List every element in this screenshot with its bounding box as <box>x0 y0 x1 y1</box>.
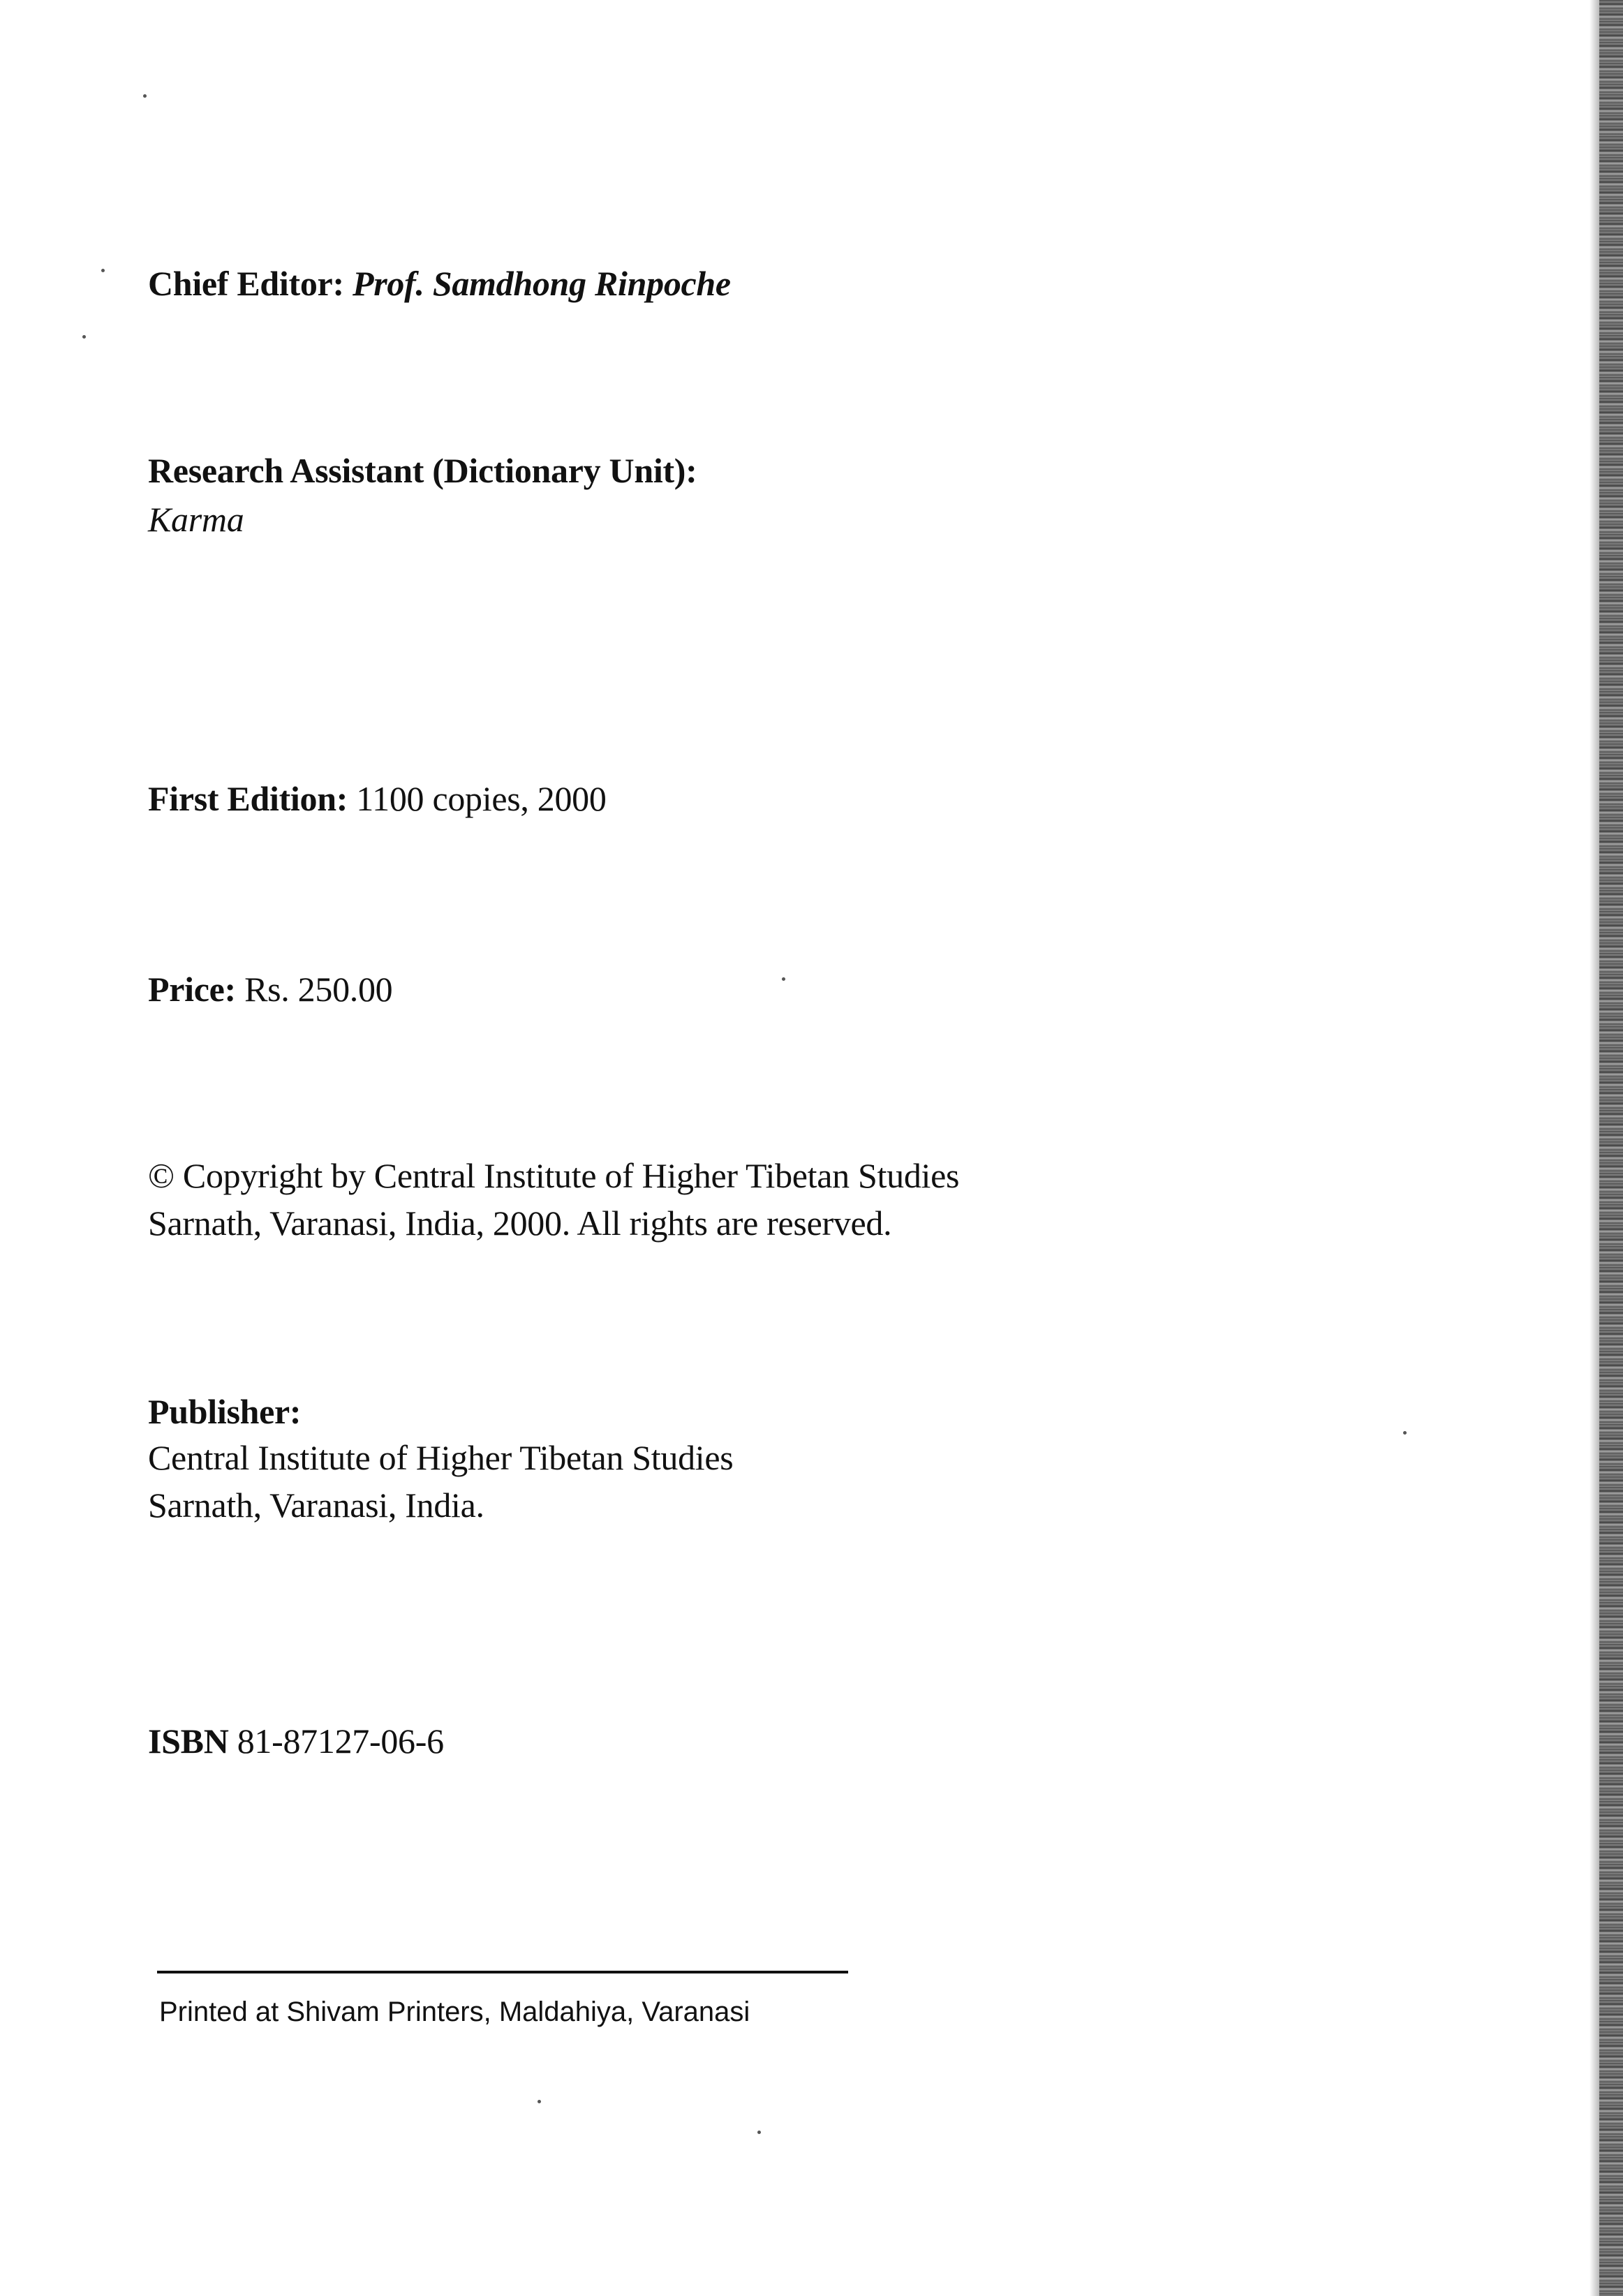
first-edition-label: First Edition: <box>148 779 348 818</box>
scan-speck <box>757 2131 761 2134</box>
isbn-value: 81-87127-06-6 <box>237 1721 444 1761</box>
isbn-label: ISBN <box>148 1721 229 1761</box>
chief-editor-label: Chief Editor: <box>148 264 344 303</box>
scan-speck <box>143 94 147 98</box>
first-edition-line <box>148 775 607 822</box>
scan-speck <box>82 335 86 339</box>
price-label: Price: <box>148 970 236 1009</box>
footer-rule <box>157 1971 848 1973</box>
copyright-line-1: © Copyright by Central Institute of Higher Tibetan Studies <box>148 1156 960 1195</box>
publisher-line-2: Sarnath, Varanasi, India. <box>148 1486 484 1525</box>
research-assistant-name: Karma <box>148 500 244 539</box>
scan-speck <box>538 2100 541 2103</box>
printer-line: Printed at Shivam Printers, Maldahiya, Varanasi <box>159 1997 750 2027</box>
price-value: Rs. 250.00 <box>244 970 393 1009</box>
chief-editor-name: Prof. Samdhong Rinpoche <box>353 264 731 303</box>
scan-speck <box>1403 1431 1407 1435</box>
scan-speck <box>101 269 105 272</box>
publisher-label: Publisher: <box>148 1392 302 1431</box>
publisher-line-1: Central Institute of Higher Tibetan Studies <box>148 1438 734 1477</box>
research-assistant-label: Research Assistant (Dictionary Unit): <box>148 451 697 490</box>
copyright-line-2: Sarnath, Varanasi, India, 2000. All rights are reserved. <box>148 1203 892 1243</box>
binding-edge <box>1599 0 1623 2296</box>
chief-editor-line <box>148 260 731 307</box>
price-line <box>148 965 392 1013</box>
first-edition-value: 1100 copies, 2000 <box>356 779 607 818</box>
scan-speck <box>782 977 785 981</box>
isbn-line <box>148 1717 444 1765</box>
binding-shadow <box>1589 0 1599 2296</box>
